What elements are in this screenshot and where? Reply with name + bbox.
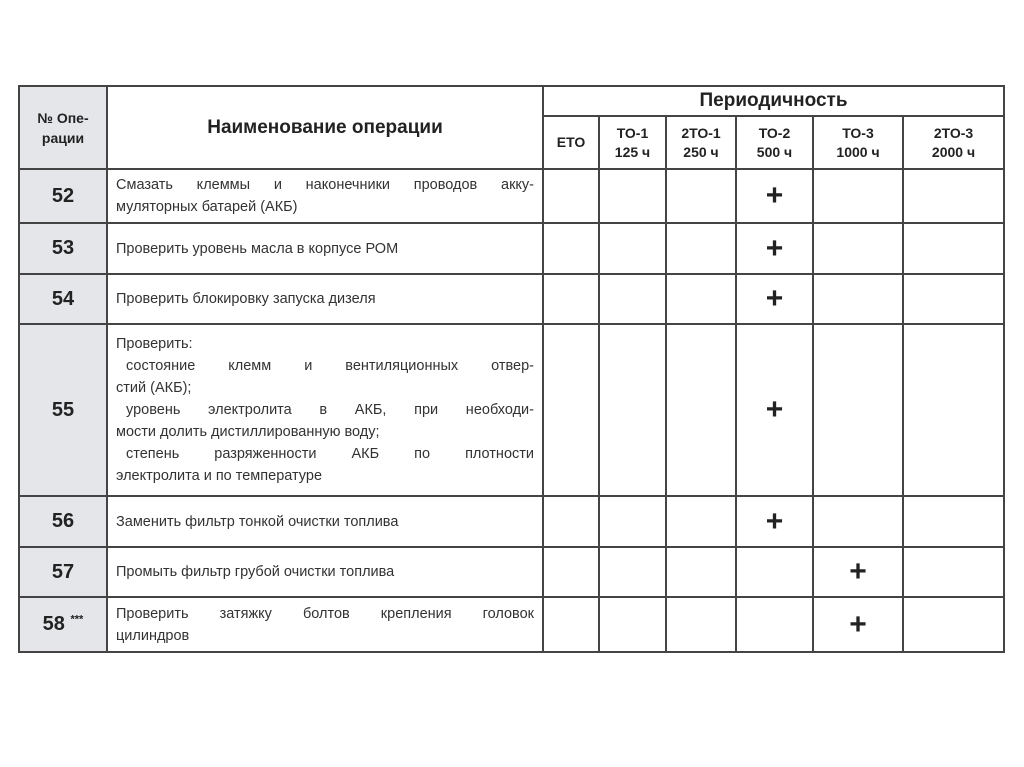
periodicity-cell	[736, 597, 813, 652]
description-line: уровень электролита в АКБ, при необходи-	[126, 402, 534, 418]
periodicity-cell	[736, 223, 813, 274]
periodicity-cell	[736, 274, 813, 324]
operation-number	[19, 169, 107, 223]
description-line: Проверить:	[116, 336, 193, 352]
periodicity-cell	[903, 547, 1004, 597]
operation-number	[19, 496, 107, 547]
periodicity-cell	[543, 169, 599, 223]
period-hours: 1000 ч	[836, 143, 880, 160]
periodicity-cell	[543, 324, 599, 496]
periodicity-cell	[813, 547, 903, 597]
plus-icon: +	[765, 282, 784, 315]
table-row	[19, 597, 1004, 652]
periodicity-cell	[599, 597, 666, 652]
period-column-header	[666, 116, 736, 169]
periodicity-header: Периодичность	[543, 86, 1004, 116]
periodicity-cell	[736, 496, 813, 547]
period-column-header	[543, 116, 599, 169]
periodicity-cell	[666, 169, 736, 223]
description-line: муляторных батарей (АКБ)	[116, 199, 298, 215]
periodicity-cell	[666, 274, 736, 324]
period-column-header	[813, 116, 903, 169]
periodicity-cell	[813, 274, 903, 324]
description-line: Заменить фильтр тонкой очистки топлива	[116, 513, 399, 530]
periodicity-cell	[813, 223, 903, 274]
operation-number-text: 52	[51, 184, 75, 207]
period-column-header	[736, 116, 813, 169]
period-name: ЕТО	[556, 134, 586, 150]
table-row	[19, 496, 1004, 547]
periodicity-cell	[599, 169, 666, 223]
period-name: 2ТО-3	[933, 124, 974, 141]
periodicity-cell	[903, 223, 1004, 274]
periodicity-cell	[599, 496, 666, 547]
operation-number	[19, 597, 107, 652]
period-name: ТО-1	[616, 124, 649, 141]
table-row	[19, 324, 1004, 496]
periodicity-cell	[543, 274, 599, 324]
table-row	[19, 223, 1004, 274]
description-line: Проверить затяжку болтов крепления головок	[116, 605, 534, 622]
description-line: Проверить блокировку запуска дизеля	[116, 291, 376, 307]
period-hours: 250 ч	[683, 143, 719, 160]
description-line: степень разряженности АКБ по плотности	[126, 446, 534, 462]
description-line: цилиндров	[116, 627, 190, 644]
description-line: мости долить дистиллированную воду;	[116, 424, 380, 440]
period-column-header	[903, 116, 1004, 169]
periodicity-cell	[543, 597, 599, 652]
operation-number-text: 54	[51, 287, 75, 310]
plus-icon: +	[849, 607, 867, 641]
periodicity-cell	[903, 324, 1004, 496]
operation-name-header: Наименование операции	[107, 86, 543, 169]
periodicity-cell	[813, 169, 903, 223]
periodicity-cell	[599, 547, 666, 597]
description-line: состояние клемм и вентиляционных отвер-	[126, 358, 534, 374]
periodicity-cell	[666, 496, 736, 547]
period-name: ТО-2	[758, 124, 791, 141]
periodicity-cell	[666, 324, 736, 496]
operation-number	[19, 223, 107, 274]
periodicity-cell	[813, 496, 903, 547]
periodicity-cell	[543, 223, 599, 274]
operation-number-text: 56	[51, 510, 75, 532]
operation-number-text: 57	[51, 560, 75, 583]
description-line: стий (АКБ);	[116, 380, 192, 396]
description-line: Смазать клеммы и наконечники проводов акку-	[116, 177, 534, 193]
periodicity-cell	[903, 274, 1004, 324]
operation-description	[107, 324, 543, 496]
operation-description	[107, 597, 543, 652]
operation-description	[107, 547, 543, 597]
period-name: ТО-3	[842, 124, 874, 141]
periodicity-cell	[736, 547, 813, 597]
plus-icon: +	[765, 231, 784, 265]
operation-number-text: 53	[51, 237, 75, 259]
operation-number-text: 55	[51, 398, 75, 421]
operation-description	[107, 496, 543, 547]
footnote-marker: ***	[70, 613, 84, 626]
plus-icon: +	[765, 179, 784, 212]
period-column-header	[599, 116, 666, 169]
operation-number-text: 58	[42, 613, 65, 635]
plus-icon: +	[765, 393, 784, 426]
operation-description	[107, 223, 543, 274]
period-hours: 125 ч	[614, 143, 651, 160]
header-row	[19, 86, 1004, 116]
periodicity-cell	[599, 223, 666, 274]
period-hours: 500 ч	[756, 143, 793, 160]
operation-number	[19, 324, 107, 496]
period-hours: 2000 ч	[931, 143, 976, 160]
description-line: Промыть фильтр грубой очистки топлива	[116, 564, 395, 580]
periodicity-cell	[903, 169, 1004, 223]
periodicity-cell	[903, 597, 1004, 652]
operation-description	[107, 274, 543, 324]
operation-description	[107, 169, 543, 223]
operation-number	[19, 547, 107, 597]
period-name: 2ТО-1	[681, 124, 721, 141]
periodicity-cell	[543, 496, 599, 547]
periodicity-cell	[599, 274, 666, 324]
plus-icon: +	[765, 504, 784, 538]
description-line: Проверить уровень масла в корпусе РОМ	[116, 240, 399, 257]
table-row	[19, 274, 1004, 324]
periodicity-cell	[599, 324, 666, 496]
periodicity-cell	[666, 223, 736, 274]
table-row	[19, 547, 1004, 597]
description-line: электролита и по температуре	[116, 468, 323, 484]
periodicity-cell	[813, 324, 903, 496]
periodicity-cell	[736, 169, 813, 223]
periodicity-cell	[813, 597, 903, 652]
plus-icon: +	[849, 555, 867, 588]
maintenance-table	[18, 85, 1005, 653]
periodicity-cell	[543, 547, 599, 597]
periodicity-cell	[903, 496, 1004, 547]
operation-number-header: № Опе- рации	[19, 86, 107, 169]
periodicity-cell	[666, 547, 736, 597]
table-row	[19, 169, 1004, 223]
operation-number	[19, 274, 107, 324]
periodicity-cell	[736, 324, 813, 496]
periodicity-cell	[666, 597, 736, 652]
